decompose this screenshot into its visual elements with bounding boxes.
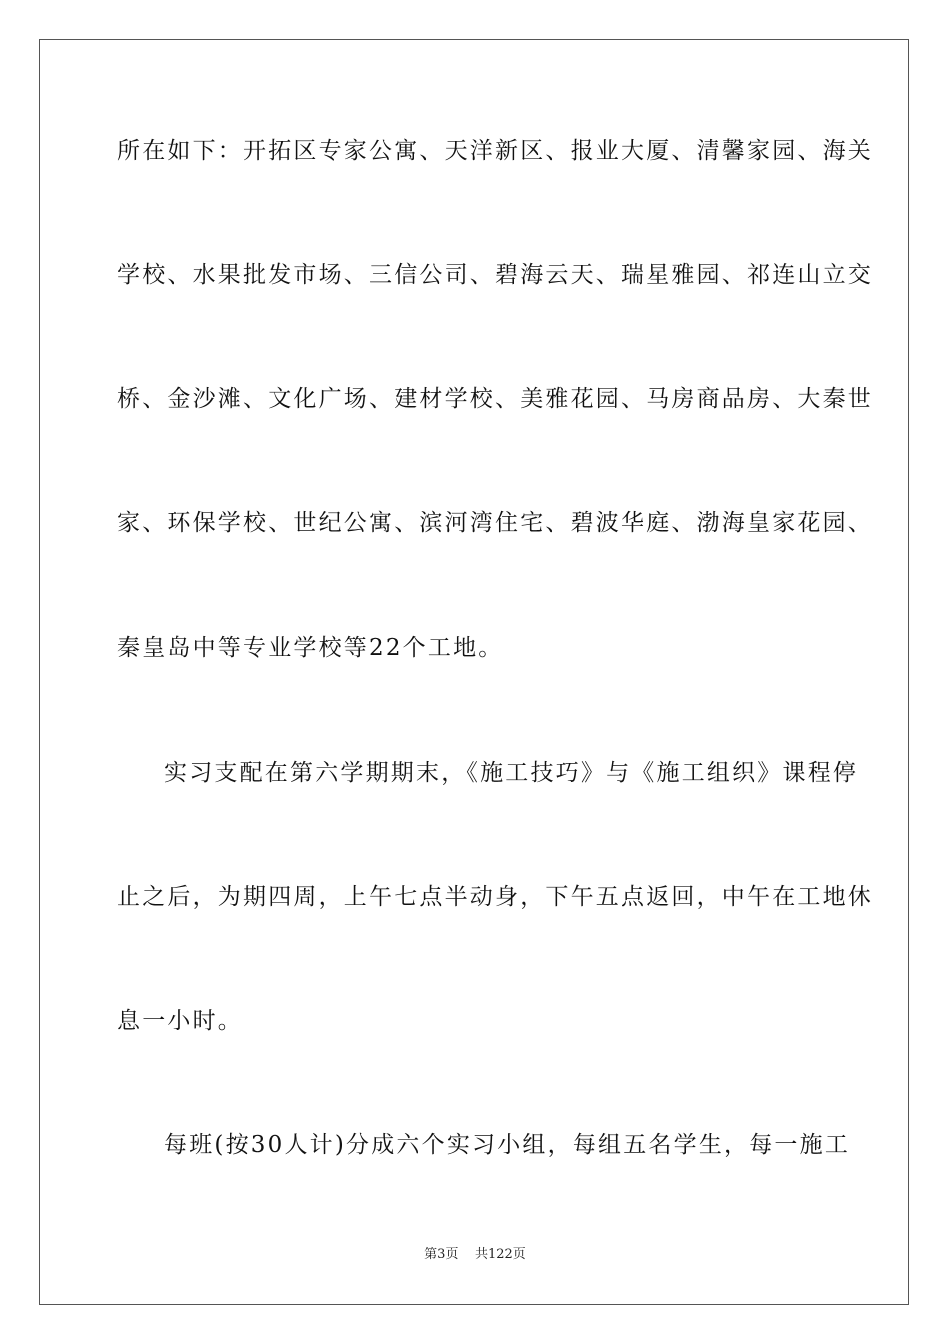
- text-line: 家、环保学校、世纪公寓、滨河湾住宅、碧波华庭、渤海皇家花园、: [117, 510, 873, 536]
- page-footer: [0, 1246, 950, 1264]
- text-line: 学校、水果批发市场、三信公司、碧海云天、瑞星雅园、祁连山立交: [117, 262, 873, 288]
- paragraph-first-line: 实习支配在第六学期期末，《施工技巧》与《施工组织》课程停: [164, 760, 859, 786]
- paragraph-first-line: 每班(按30人计)分成六个实习小组，每组五名学生，每一施工: [164, 1132, 851, 1158]
- total-pages: 共122页: [474, 1247, 526, 1262]
- text-line: 桥、金沙滩、文化广场、建材学校、美雅花园、马房商品房、大秦世: [117, 386, 873, 412]
- text-line: 秦皇岛中等专业学校等22个工地。: [117, 635, 504, 661]
- page-number: 第3页: [424, 1247, 459, 1262]
- text-line: 所在如下：开拓区专家公寓、天洋新区、报业大厦、清馨家园、海关: [117, 138, 873, 164]
- text-line: 息一小时。: [117, 1008, 243, 1034]
- text-line: 止之后，为期四周，上午七点半动身，下午五点返回，中午在工地休: [117, 884, 873, 910]
- page-border: [39, 39, 909, 1305]
